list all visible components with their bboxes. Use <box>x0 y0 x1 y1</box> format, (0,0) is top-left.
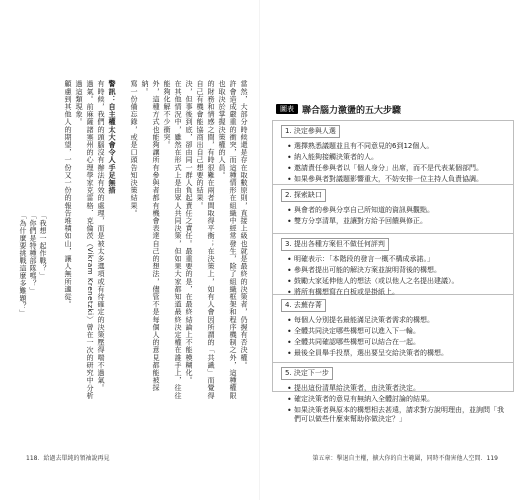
bullet: • 與會者的參與分享自己所知道的資訊與觀點。 <box>287 206 507 215</box>
bullet: • 最後全員舉手投票，選出要呈交給決策者的構想。 <box>287 349 507 358</box>
bullet: • 選擇熟悉議題並且有不同意見的6到12個人。 <box>287 142 507 151</box>
page-footer-left: 118．給過去單純的領袖說再見 <box>26 455 110 462</box>
step-3 <box>273 234 513 295</box>
bullet: • 確定決策者的意見有無納入全體討論的結果。 <box>287 395 507 404</box>
quote-block <box>19 212 48 352</box>
paragraph: 顧慮到其他人的期望，一份又一份的報告堆積如山，讓人無所適從。 <box>64 80 73 308</box>
bullet-list <box>281 384 507 424</box>
bullet: • 提出這份清單給決策者，由決策者決定。 <box>287 384 507 393</box>
figure-title-text: 聯合腦力激盪的五大步驟 <box>302 105 402 116</box>
step-title: 3. 提出各種方案但不做任何評判 <box>281 238 389 251</box>
paragraph: 寫一份備忘錄，或是口頭告知決策結果。 <box>130 80 139 217</box>
step-title: 2. 探索缺口 <box>281 189 326 202</box>
paragraph: 的財務和情感之間，有時很難在兩者間取得平衡；在決策上，如有人會因所謂的「共識」而覺得自己有機會能協商出自己想要的結果。 <box>196 80 216 400</box>
figure-badge: 圖表 <box>276 104 298 114</box>
bullet-list <box>281 206 507 226</box>
bullet: • 如果決策者與原本的構想相去甚遠，請求對方說明理由，並詢問「我們可以做些什麼來幫助你做決定？」 <box>287 406 507 424</box>
bullet: • 邀請責任參與者以「個人身分」出席，而不是代表某個部門。 <box>287 164 507 173</box>
vertical-text-block <box>40 80 250 400</box>
quote-line: 「你們是特種部隊嗎？」 <box>29 212 37 295</box>
bullet-list <box>281 142 507 184</box>
step-2 <box>273 185 513 234</box>
paragraph: 有時候，我們的頭腦沒有辦法有效的處理，而是被太多選項或有待確定的決策壓得喘不過氣。 <box>97 80 106 392</box>
paragraph: 在其他情況中，雖然在形式上是由眾人共同決策，但如果大家都知道最終決定權在誰手上，往往能夠化解不少衝突。 <box>163 80 183 400</box>
step-title: 1. 決定參與人選 <box>281 125 340 138</box>
step-5 <box>273 363 513 423</box>
page-footer-right: 第五章：擊退自主權，擴大你的自主範圍，同時不傷害他人空間．119 <box>312 455 498 462</box>
paragraph: 當然，大部分時候還是存在取數原則，直接上級也就是最終的決策者，仍握有否決權。 <box>240 80 249 369</box>
quote-line: 「我想一起作戰？」 <box>39 212 47 280</box>
bullet: • 如果參與者對議題影響重大，不妨安排一位主持人負責協調。 <box>287 175 507 184</box>
bullet: • 參與者提出可能的解決方案並說明背後的構想。 <box>287 266 507 275</box>
quote-line: 「為什麼要挑戰這麼多難題？」 <box>19 212 27 317</box>
step-title: 5. 決定下一步 <box>281 367 333 380</box>
bullet: • 全體共同決定哪些構想可以進入下一輪。 <box>287 327 507 336</box>
paragraph: 過氣。前麻薩諸塞州的心理學家克雷格．克倫茨（Vikram Krenetzki）曾在一次的研究中分析過這類現象。 <box>75 80 95 400</box>
bullet: • 納入能夠接觸決策者的人。 <box>287 153 507 162</box>
bullet: • 將所有構想寫在白板或是掛紙上。 <box>287 288 507 297</box>
bullet: • 雙方分享清單，並讓對方給予回饋與修正。 <box>287 217 507 226</box>
section-heading: 警訊：自主權太大會令人手足無措 <box>108 80 117 194</box>
bullet-list <box>281 316 507 358</box>
step-1 <box>273 121 513 185</box>
steps-table <box>272 120 514 423</box>
bullet: • 明確表示：「本階段的發言一概不構成承諾。」 <box>287 255 507 264</box>
paragraph: 許會造成嚴重的衝突，而這種情形在組織中經常發生，除了組織框架和程序機制之外，這種權限也取決於掌握決策權的人員。 <box>218 80 238 400</box>
bullet: • 鼓勵大家延伸他人的想法（或以他人之名提出建議）。 <box>287 277 507 286</box>
figure-title <box>276 102 506 116</box>
paragraph: 決，但事後到底，卻由同一群人負起責任之責任。最重要的是，在最終結論上不能模糊化。 <box>185 80 194 384</box>
bullet: • 全體共同確認哪些構想可以結合在一起。 <box>287 338 507 347</box>
bullet-list <box>281 255 507 297</box>
step-4 <box>273 295 513 363</box>
paragraph: 外，這種方式也能夠讓所有參與者都有機會表達自己的想法，儘管不是每個人的意見都能被採納。 <box>141 80 161 392</box>
step-title: 4. 去蕪存菁 <box>281 299 326 312</box>
bullet: • 每個人分別提名最能滿足決策者需求的構想。 <box>287 316 507 325</box>
